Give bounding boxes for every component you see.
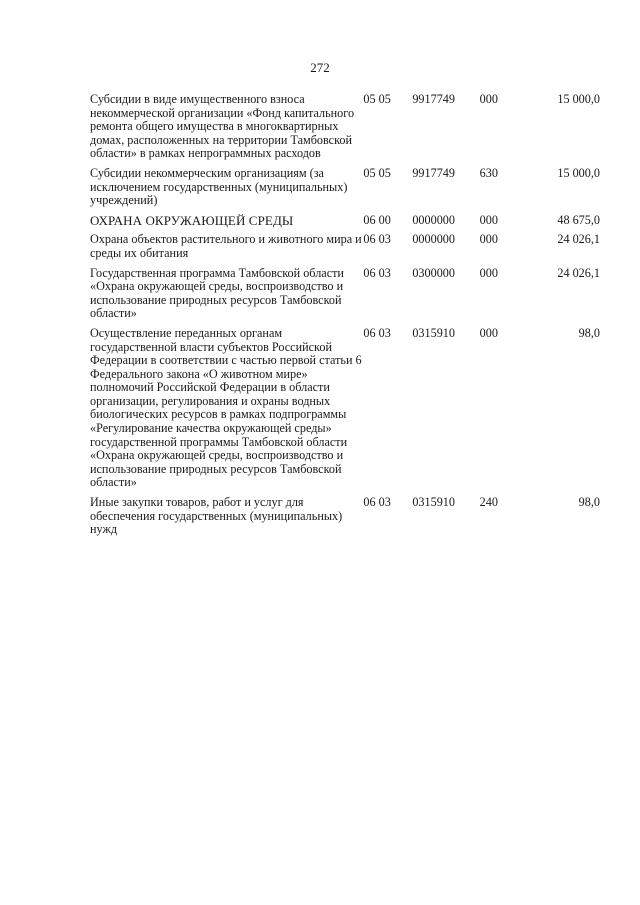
row-expense: 630 xyxy=(479,165,498,180)
row-amount: 24 026,1 xyxy=(557,265,600,280)
row-name: Иные закупки товаров, работ и услуг для обеспечения государственных (муниципальных) нужд xyxy=(90,495,343,537)
row-target: 0315910 xyxy=(412,325,455,340)
row-expense: 000 xyxy=(479,232,498,247)
row-target: 0315910 xyxy=(412,495,455,510)
table-row xyxy=(90,93,600,167)
row-expense: 000 xyxy=(479,265,498,280)
row-name: Осуществление переданных органам государственной власти субъектов Российской Федерации в соответствии с частью первой статьи 6 Федерального закона «О животном мире» полномочий Российской Федерации в области организации, регулирования и охраны водных биологических ресурсов в рамках подпрограммы «Регулирование качества окружающей среды» государственной программы Тамбовской области «Охрана окружающей среды, воспроизводство и использование природных ресурсов Тамбовской области» xyxy=(90,325,362,490)
row-expense: 000 xyxy=(479,212,498,227)
row-amount: 98,0 xyxy=(578,325,600,340)
row-name: Субсидии некоммерческим организациям (за исключением государственных (муниципальных) учреждений) xyxy=(90,165,348,208)
row-amount: 15 000,0 xyxy=(557,165,600,180)
row-target: 0000000 xyxy=(412,212,455,227)
row-target: 9917749 xyxy=(412,92,455,106)
row-target: 9917749 xyxy=(412,165,455,180)
table-row xyxy=(90,267,600,327)
row-target: 0300000 xyxy=(412,265,455,280)
row-expense: 000 xyxy=(479,92,498,106)
table-row xyxy=(90,214,600,234)
row-amount: 15 000,0 xyxy=(557,92,600,106)
budget-table xyxy=(90,93,600,543)
row-name: Государственная программа Тамбовской области «Охрана окружающей среды, воспроизводство и использование природных ресурсов Тамбовской области» xyxy=(90,265,344,321)
row-section: 06 03 xyxy=(363,232,391,247)
row-name: Субсидии в виде имущественного взноса некоммерческой организации «Фонд капитального ремонта общего имущества в многоквартирных домах, расположенных на территории Тамбовской области» в рамках непрограммных расходов xyxy=(90,92,355,161)
page-number: 272 xyxy=(310,60,330,75)
table-row xyxy=(90,233,600,266)
row-amount: 24 026,1 xyxy=(557,232,600,247)
table-row xyxy=(90,167,600,214)
row-target: 0000000 xyxy=(412,232,455,247)
table-row xyxy=(90,496,600,543)
row-name: Охрана объектов растительного и животного мира и среды их обитания xyxy=(90,232,362,260)
row-amount: 98,0 xyxy=(578,495,600,510)
row-section: 05 05 xyxy=(363,92,391,106)
row-expense: 000 xyxy=(479,325,498,340)
row-section: 06 03 xyxy=(363,325,391,340)
table-row xyxy=(90,327,600,496)
row-amount: 48 675,0 xyxy=(557,212,600,227)
row-section: 06 00 xyxy=(363,212,391,227)
row-expense: 240 xyxy=(479,495,498,510)
row-section: 06 03 xyxy=(363,495,391,510)
row-name: ОХРАНА ОКРУЖАЮЩЕЙ СРЕДЫ xyxy=(90,212,294,228)
row-section: 05 05 xyxy=(363,165,391,180)
row-section: 06 03 xyxy=(363,265,391,280)
